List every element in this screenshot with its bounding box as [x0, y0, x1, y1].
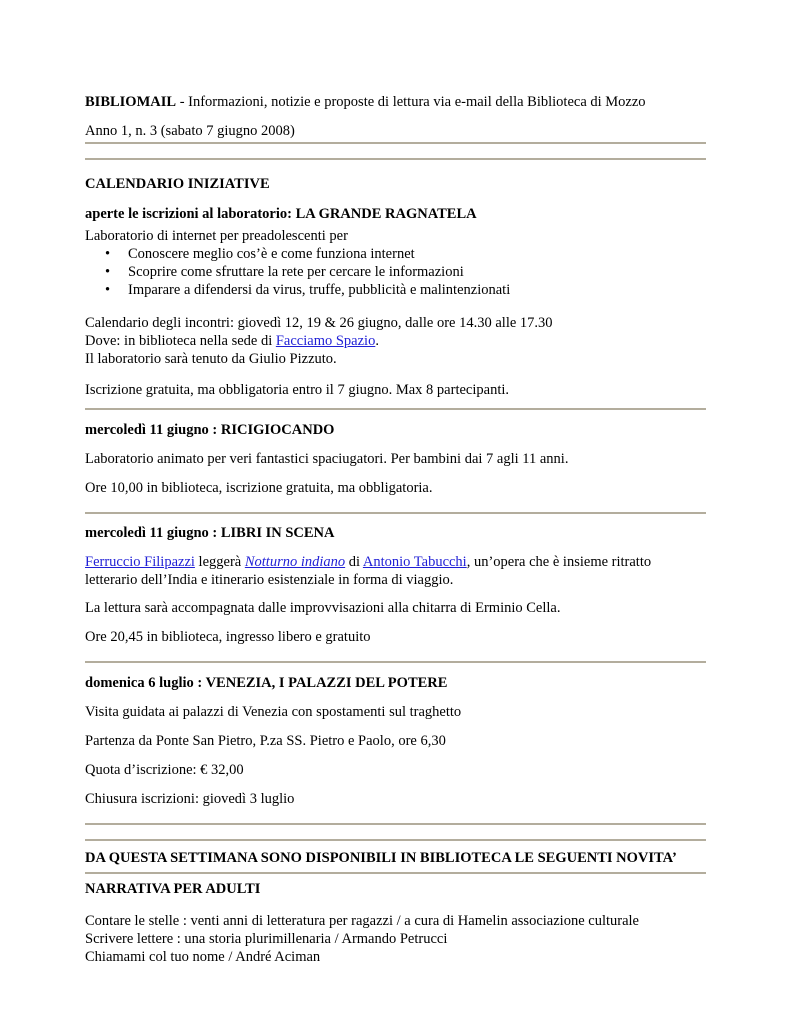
divider — [85, 512, 706, 514]
venezia-desc: Visita guidata ai palazzi di Venezia con spostamenti sul traghetto — [85, 704, 462, 720]
text-fragment: leggerà — [194, 554, 245, 570]
text-fragment: di — [345, 554, 363, 570]
facciamo-spazio-link[interactable]: Facciamo Spazio — [275, 333, 376, 349]
libri-in-scena-line2: letterario dell’India e itinerario esistenziale in forma di viaggio. — [85, 572, 454, 588]
ricigiocando-info: Ore 10,00 in biblioteca, iscrizione gratuita, ma obbligatoria. — [85, 480, 433, 496]
event-ragnatela-details — [85, 314, 715, 368]
ricigiocando-desc: Laboratorio animato per veri fantastici spaciugatori. Per bambini dai 7 agli 11 anni. — [85, 451, 569, 467]
newsletter-header — [85, 93, 715, 111]
text-fragment: , un’opera che è insieme ritratto — [466, 554, 652, 570]
list-item: Scrivere lettere : una storia plurimillenaria / Armando Petrucci — [85, 931, 448, 947]
book-list — [85, 912, 715, 966]
lab-registration: Iscrizione gratuita, ma obbligatoria entro il 7 giugno. Max 8 partecipanti. — [85, 382, 509, 398]
event-title-libri-in-scena: mercoledì 11 giugno : LIBRI IN SCENA — [85, 525, 335, 541]
venezia-fee: Quota d’iscrizione: € 32,00 — [85, 762, 244, 778]
author-link[interactable]: Antonio Tabucchi — [362, 554, 467, 570]
lab-goals-list — [85, 245, 715, 299]
list-item: • Imparare a difendersi da virus, truffe, pubblicità e malintenzionati — [85, 281, 715, 299]
list-item: • Scoprire come sfruttare la rete per cercare le informazioni — [85, 263, 715, 281]
divider — [85, 823, 706, 825]
reader-link[interactable]: Ferruccio Filipazzi — [85, 554, 195, 570]
lab-tutor: Il laboratorio sarà tenuto da Giulio Pizzuto. — [85, 351, 337, 367]
book-link[interactable]: Notturno indiano — [244, 554, 346, 570]
newsletter-subtitle: - Informazioni, notizie e proposte di lettura via e-mail della Biblioteca di Mozzo — [176, 94, 646, 110]
location-prefix: Dove: in biblioteca nella sede di — [85, 333, 276, 349]
event-title-ragnatela: aperte le iscrizioni al laboratorio: LA GRANDE RAGNATELA — [85, 206, 477, 222]
divider — [85, 839, 706, 841]
libri-in-scena-line1 — [85, 553, 715, 571]
divider — [85, 872, 706, 874]
divider — [85, 158, 706, 160]
libri-in-scena-desc — [85, 553, 715, 589]
venezia-departure: Partenza da Ponte San Pietro, P.za SS. Pietro e Paolo, ore 6,30 — [85, 733, 446, 749]
lab-location — [85, 332, 715, 350]
location-suffix: . — [375, 333, 379, 349]
issue-info: Anno 1, n. 3 (sabato 7 giugno 2008) — [85, 123, 295, 139]
brand-name: BIBLIOMAIL — [85, 94, 177, 110]
event-title-ricigiocando: mercoledì 11 giugno : RICIGIOCANDO — [85, 422, 335, 438]
section-heading-narrativa: NARRATIVA PER ADULTI — [85, 881, 261, 897]
event-ragnatela-body — [85, 227, 715, 299]
list-item: Chiamami col tuo nome / André Aciman — [85, 949, 321, 965]
divider — [85, 661, 706, 663]
lab-intro: Laboratorio di internet per preadolescenti per — [85, 228, 348, 244]
list-item: Contare le stelle : venti anni di letteratura per ragazzi / a cura di Hamelin associazione culturale — [85, 913, 639, 929]
list-item: • Conoscere meglio cos’è e come funziona internet — [85, 245, 715, 263]
libri-in-scena-info: Ore 20,45 in biblioteca, ingresso libero e gratuito — [85, 629, 371, 645]
calendar-heading: CALENDARIO INIZIATIVE — [85, 176, 270, 192]
libri-in-scena-music: La lettura sarà accompagnata dalle improvvisazioni alla chitarra di Erminio Cella. — [85, 600, 561, 616]
new-arrivals-heading: DA QUESTA SETTIMANA SONO DISPONIBILI IN BIBLIOTECA LE SEGUENTI NOVITA’ — [85, 850, 677, 866]
venezia-deadline: Chiusura iscrizioni: giovedì 3 luglio — [85, 791, 295, 807]
divider — [85, 408, 706, 410]
divider — [85, 142, 706, 144]
event-title-venezia: domenica 6 luglio : VENEZIA, I PALAZZI DEL POTERE — [85, 675, 448, 691]
lab-schedule: Calendario degli incontri: giovedì 12, 19 & 26 giugno, dalle ore 14.30 alle 17.30 — [85, 315, 553, 331]
